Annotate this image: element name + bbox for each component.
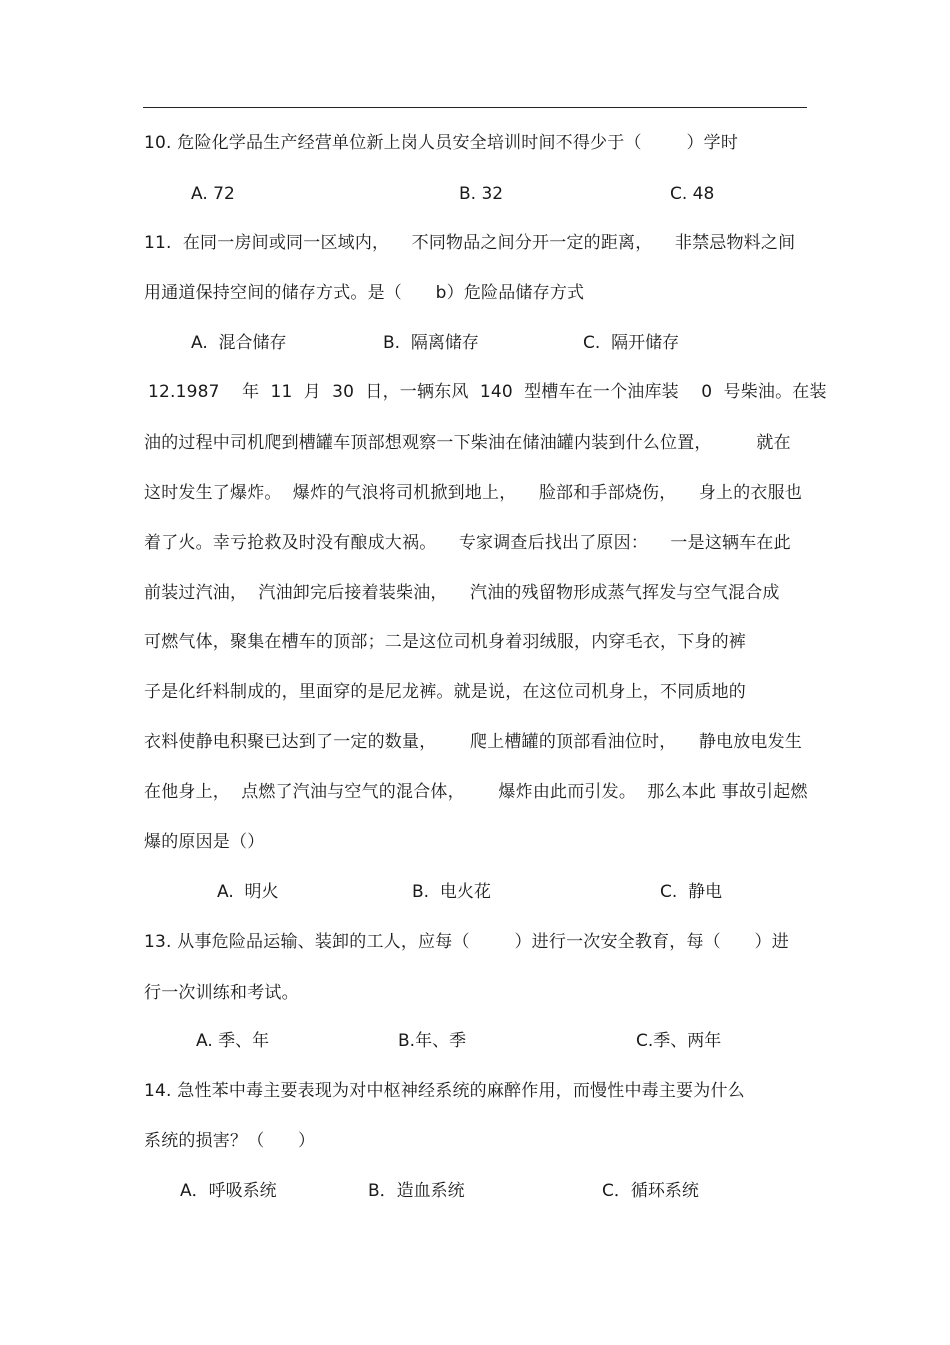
question-14-text-line-2: 系统的损害？（ ） xyxy=(144,1131,316,1151)
question-13-text-line-1: 13. 从事危险品运输、装卸的工人，应每（ ）进行一次安全教育，每（ ）进 xyxy=(144,932,789,952)
question-10-option-a: A. 72 xyxy=(191,184,235,204)
question-13-option-b: B.年、季 xyxy=(398,1031,467,1051)
question-11-text-line-1: 11. 在同一房间或同一区域内， 不同物品之间分开一定的距离， 非禁忌物料之间 xyxy=(144,233,796,253)
question-14-option-c: C．循环系统 xyxy=(602,1181,699,1201)
question-11-option-a: A. 混合储存 xyxy=(191,333,287,353)
question-14-text-line-1: 14. 急性苯中毒主要表现为对中枢神经系统的麻醉作用，而慢性中毒主要为什么 xyxy=(144,1081,745,1101)
question-12-text-line-9: 在他身上， 点燃了汽油与空气的混合体， 爆炸由此而引发。 那么本此 事故引起燃 xyxy=(144,782,808,802)
question-12-text-line-4: 着了火。幸亏抢救及时没有酿成大祸。 专家调查后找出了原因： 一是这辆车在此 xyxy=(144,533,791,553)
question-14-option-a: A．呼吸系统 xyxy=(180,1181,277,1201)
question-11-text-line-2: 用通道保持空间的储存方式。是（ b）危险品储存方式 xyxy=(144,283,585,303)
question-10-option-c: C. 48 xyxy=(670,184,715,204)
question-12-text-line-10: 爆的原因是（） xyxy=(144,832,265,852)
question-12-text-line-7: 子是化纤料制成的，里面穿的是尼龙裤。就是说，在这位司机身上，不同质地的 xyxy=(144,682,746,702)
header-rule xyxy=(143,107,807,108)
question-12-option-b: B. 电火花 xyxy=(412,882,491,902)
question-10-option-b: B. 32 xyxy=(459,184,504,204)
question-10-text: 10. 危险化学品生产经营单位新上岗人员安全培训时间不得少于（ ）学时 xyxy=(144,133,739,153)
question-12-option-a: A. 明火 xyxy=(217,882,279,902)
question-12-text-line-6: 可燃气体，聚集在槽车的顶部；二是这位司机身着羽绒服，内穿毛衣，下身的裤 xyxy=(144,632,746,652)
question-12-text-line-5: 前装过汽油， 汽油卸完后接着装柴油， 汽油的残留物形成蒸气挥发与空气混合成 xyxy=(144,583,780,603)
question-13-option-c: C.季、两年 xyxy=(636,1031,722,1051)
question-12-text-line-8: 衣料使静电积聚已达到了一定的数量， 爬上槽罐的顶部看油位时， 静电放电发生 xyxy=(144,732,803,752)
question-12-text-line-2: 油的过程中司机爬到槽罐车顶部想观察一下柴油在储油罐内装到什么位置， 就在 xyxy=(144,433,791,453)
question-13-text-line-2: 行一次训练和考试。 xyxy=(144,983,299,1003)
question-12-option-c: C. 静电 xyxy=(660,882,723,902)
question-11-option-c: C. 隔开储存 xyxy=(583,333,680,353)
question-11-option-b: B. 隔离储存 xyxy=(383,333,479,353)
question-13-option-a: A. 季、年 xyxy=(196,1031,270,1051)
question-12-text-line-1: 12.1987 年 11 月 30 日，一辆东风 140 型槽车在一个油库装 0 号柴油。在装 xyxy=(148,382,827,402)
question-12-text-line-3: 这时发生了爆炸。 爆炸的气浪将司机掀到地上， 脸部和手部烧伤， 身上的衣服也 xyxy=(144,483,803,503)
question-14-option-b: B．造血系统 xyxy=(368,1181,465,1201)
